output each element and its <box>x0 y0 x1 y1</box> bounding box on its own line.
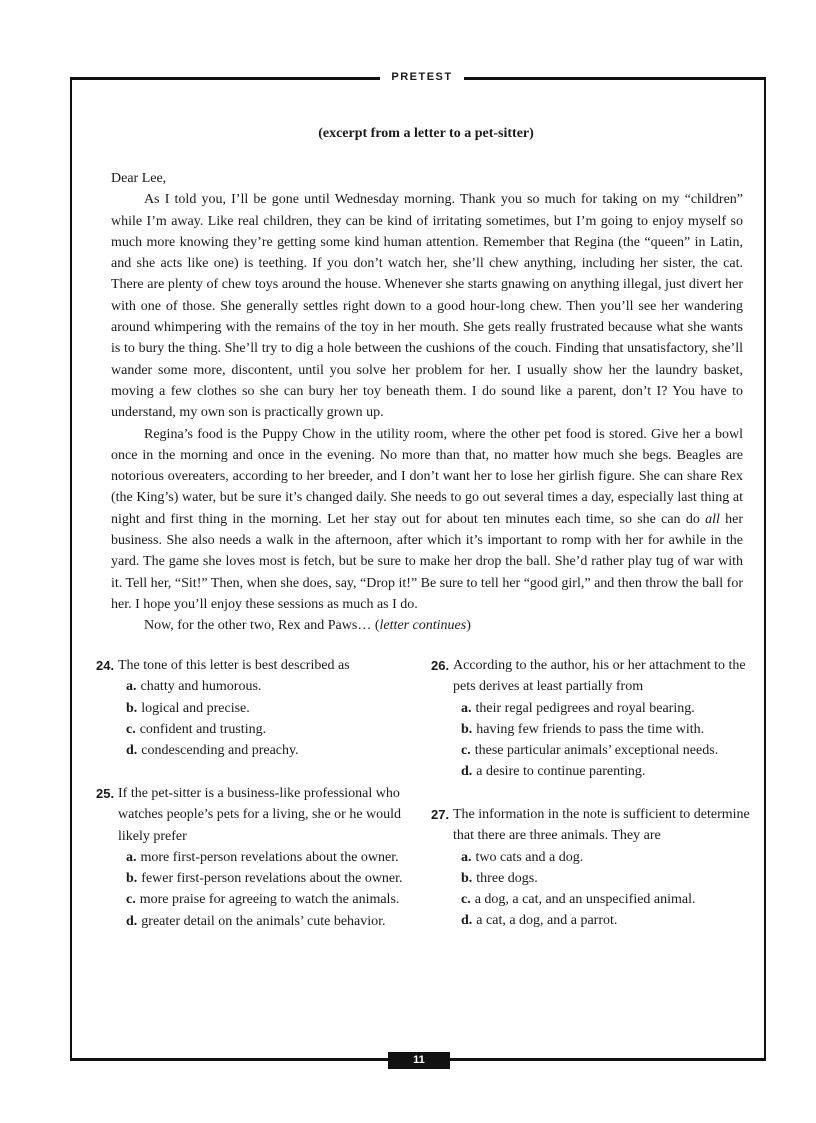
option-letter: a. <box>461 849 472 865</box>
option-text: confident and trusting. <box>139 721 267 737</box>
option-a[interactable] <box>118 847 418 868</box>
p3-text-after: ) <box>466 618 471 634</box>
option-letter: a. <box>461 700 472 716</box>
footer-rule-left <box>70 1058 388 1061</box>
option-text: their regal pedigrees and royal bearing. <box>475 700 695 716</box>
question-25 <box>96 783 418 932</box>
p2-text-after: her business. She also needs a walk in the afternoon, after which it’s important to romp with her for awhile in the yard. The game she loves most is fetch, but be sure to make her drop the ball. She’d rather play tug of war with it. Tell her, “Sit!” Then, when she does, say, “Drop it!” Be sure to tell her “good girl,” and then throw the ball for her. I hope you’ll enjoy these sessions as much as I do. <box>111 511 743 612</box>
header-rule-right <box>464 77 766 80</box>
option-letter: b. <box>126 700 138 716</box>
p3-text-before: Now, for the other two, Rex and Paws… ( <box>144 618 380 634</box>
option-text: having few friends to pass the time with. <box>476 721 705 737</box>
question-stem: According to the author, his or her attachment to the pets derives at least partially from <box>453 658 746 695</box>
option-a[interactable] <box>453 847 753 868</box>
option-letter: b. <box>461 721 473 737</box>
letter-paragraph-1: As I told you, I’ll be gone until Wednesday morning. Thank you so much for taking on my “children” while I’m away. Like real children, they can be kind of irritating sometimes, but I’m going to enjoy myself so much more knowing they’re getting some kind human attention. Remember that Regina (the “queen” in Latin, and she acts like one) is teething. If you don’t watch her, she’ll chew anything, including her sister, the cat. There are plenty of chew toys around the house. Whenever she starts gnawing on anything illegal, just divert her with one of those. She generally settles right down to a good hour-long chew. Then you’ll see her wandering around whimpering with the remains of the toy in her mouth. She gets really frustrated because what she wants is to bury the thing. She’ll try to dig a hole between the cushions of the couch. Finding that unsatisfactory, she’ll wander some more, discontent, until you solve her problem for her. I usually show her the laundry basket, moving a few clothes so she can bury her toy beneath them. I do sound like a parent, don’t I? You have to understand, my own son is practically grown up. <box>111 192 743 421</box>
option-text: fewer first-person revelations about the owner. <box>141 871 403 887</box>
option-text: more praise for agreeing to watch the animals. <box>139 892 400 908</box>
option-c[interactable] <box>453 889 753 910</box>
p3-emphasis: letter continues <box>379 618 467 634</box>
option-text: a dog, a cat, and an unspecified animal. <box>474 892 696 908</box>
option-d[interactable] <box>453 910 753 931</box>
question-number: 26. <box>431 658 450 673</box>
option-text: more first-person revelations about the owner. <box>140 849 399 865</box>
option-letter: d. <box>126 743 138 759</box>
option-text: greater detail on the animals’ cute behavior. <box>141 913 386 929</box>
option-text: a cat, a dog, and a parrot. <box>476 913 618 929</box>
question-26 <box>431 655 753 783</box>
option-letter: b. <box>126 871 138 887</box>
question-24 <box>96 655 418 761</box>
option-text: a desire to continue parenting. <box>476 764 646 780</box>
option-a[interactable] <box>453 698 753 719</box>
option-letter: c. <box>126 892 136 908</box>
option-letter: a. <box>126 849 137 865</box>
option-b[interactable] <box>118 868 418 889</box>
option-a[interactable] <box>118 676 418 697</box>
option-letter: c. <box>126 721 136 737</box>
question-stem: The information in the note is sufficient to determine that there are three animals. They are <box>453 807 750 844</box>
option-letter: c. <box>461 892 471 908</box>
option-c[interactable] <box>453 740 753 761</box>
passage-title: (excerpt from a letter to a pet-sitter) <box>318 126 534 141</box>
question-stem: The tone of this letter is best described as <box>118 658 350 673</box>
option-b[interactable] <box>453 719 753 740</box>
option-d[interactable] <box>118 740 418 761</box>
option-letter: b. <box>461 870 473 886</box>
header-rule-left <box>70 77 380 80</box>
option-letter: d. <box>126 913 138 929</box>
option-d[interactable] <box>453 761 753 782</box>
option-text: logical and precise. <box>141 700 250 716</box>
option-c[interactable] <box>118 719 418 740</box>
p2-emphasis: all <box>705 511 720 527</box>
p2-text-before: Regina’s food is the Puppy Chow in the utility room, where the other pet food is stored. Give her a bowl once in the morning and once in the evening. No more than that, no matter how much she begs. Beagles are notorious overeaters, according to her breeder, and I don’t want her to lose her girlish figure. She can share Rex (the King’s) water, but be sure it’s changed daily. She needs to go out several times a day, especially last thing at night and first thing in the morning. Let her stay out for about ten minutes each time, so she can do <box>111 426 743 527</box>
question-27 <box>431 804 753 932</box>
option-b[interactable] <box>118 698 418 719</box>
option-b[interactable] <box>453 868 753 889</box>
option-letter: d. <box>461 764 473 780</box>
option-d[interactable] <box>118 911 418 932</box>
option-text: chatty and humorous. <box>140 679 262 695</box>
section-header: PRETEST <box>391 71 453 83</box>
option-text: these particular animals’ exceptional needs. <box>474 743 719 759</box>
option-letter: c. <box>461 743 471 759</box>
question-number: 24. <box>96 658 115 673</box>
option-text: three dogs. <box>476 870 538 886</box>
page-number: 11 <box>388 1052 450 1069</box>
question-number: 27. <box>431 807 450 822</box>
option-text: two cats and a dog. <box>475 849 584 865</box>
question-stem: If the pet-sitter is a business-like professional who watches people’s pets for a living, she or he would likely prefer <box>118 786 402 844</box>
footer-rule-right <box>450 1058 766 1061</box>
letter-body <box>111 168 743 637</box>
option-letter: a. <box>126 679 137 695</box>
option-c[interactable] <box>118 889 418 910</box>
letter-salutation: Dear Lee, <box>111 171 167 186</box>
letter-paragraph-2 <box>111 424 743 616</box>
question-number: 25. <box>96 786 115 801</box>
option-text: condescending and preachy. <box>141 743 299 759</box>
option-letter: d. <box>461 913 473 929</box>
letter-paragraph-3 <box>111 615 743 636</box>
